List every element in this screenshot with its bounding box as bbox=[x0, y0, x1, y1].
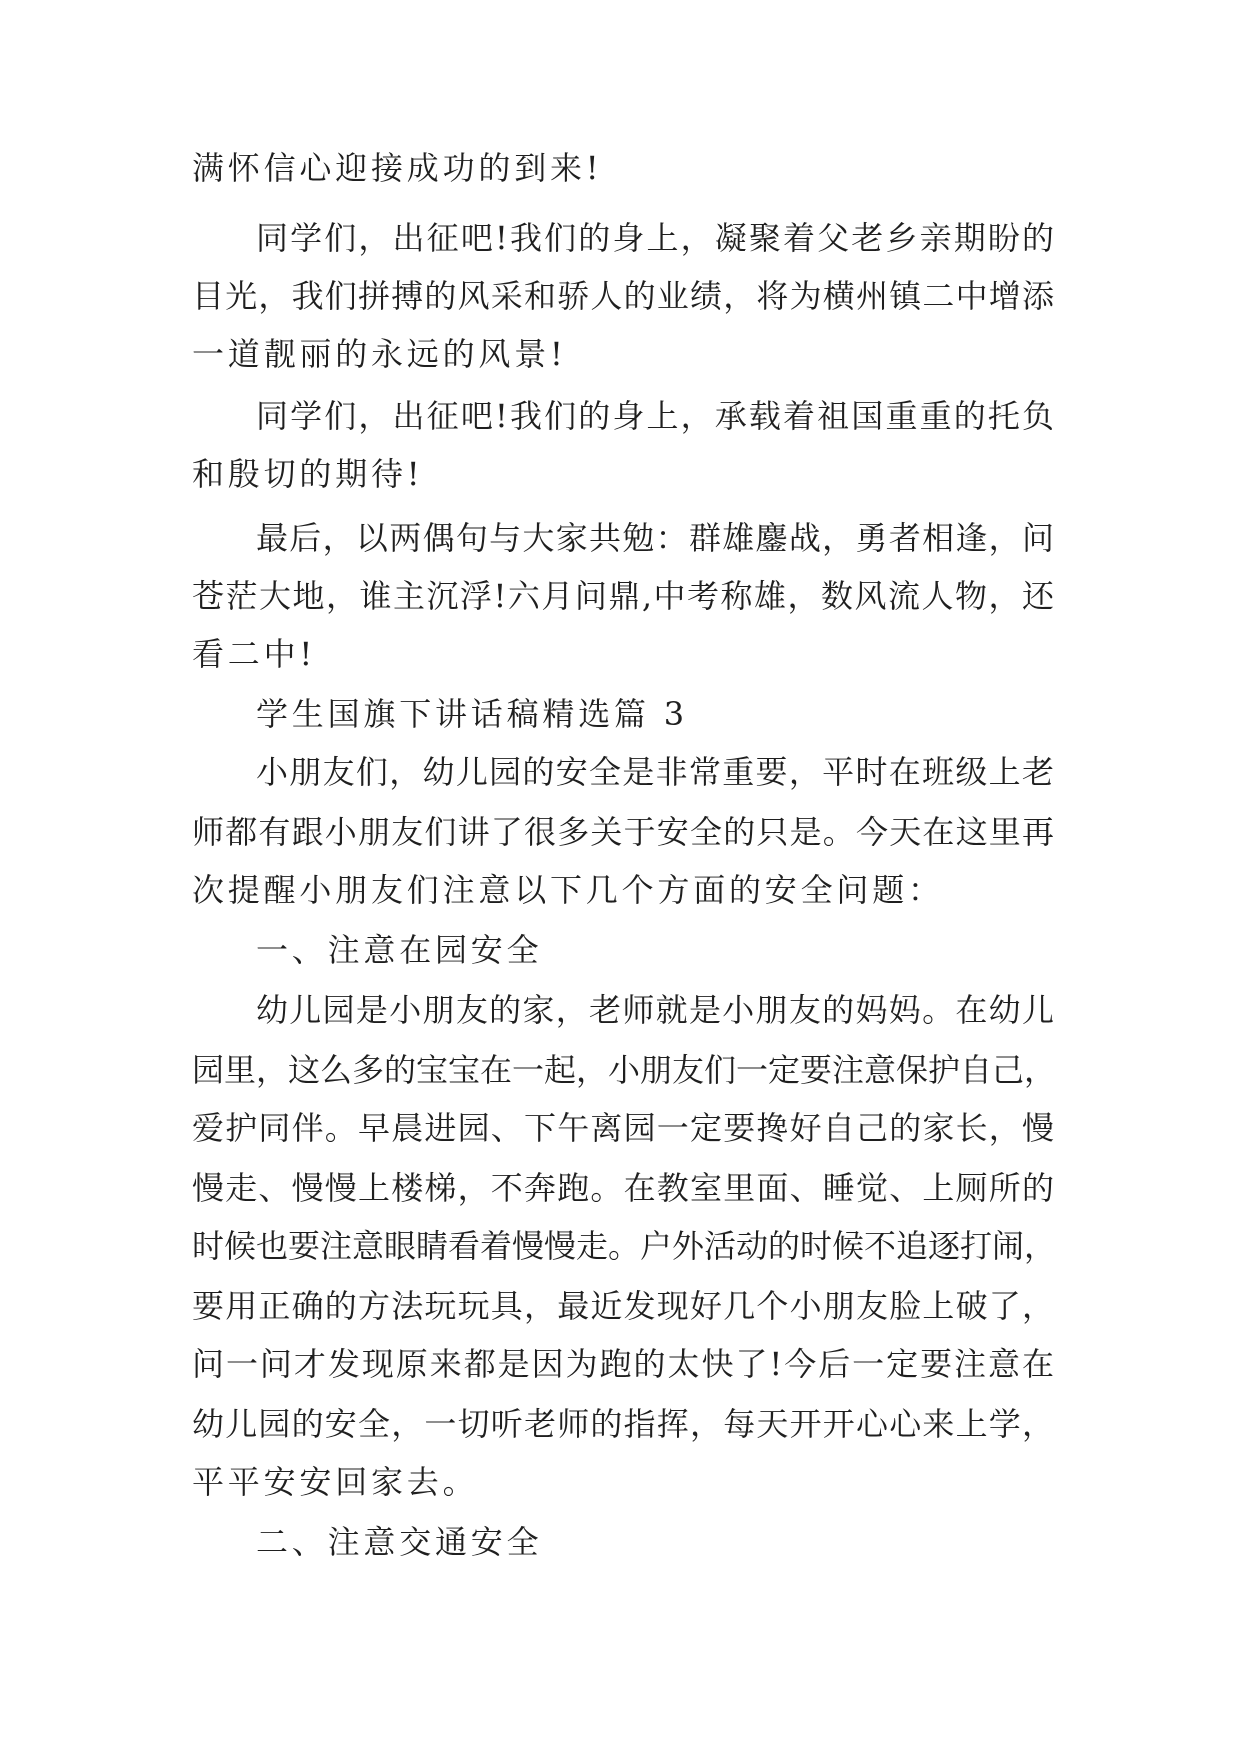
text-line: 爱护同伴。早晨进园、下午离园一定要搀好自己的家长，慢 bbox=[192, 1109, 1054, 1147]
text-line: 次提醒小朋友们注意以下几个方面的安全问题： bbox=[192, 871, 944, 909]
paragraph-first-line: 同学们，出征吧!我们的身上，凝聚着父老乡亲期盼的 bbox=[256, 219, 1054, 257]
text-line: 苍茫大地，谁主沉浮!六月问鼎,中考称雄，数风流人物，还 bbox=[192, 577, 1054, 615]
text-line: 看二中! bbox=[192, 635, 317, 673]
section-heading: 二、注意交通安全 bbox=[256, 1523, 543, 1561]
text-line: 平平安安回家去。 bbox=[192, 1463, 479, 1501]
section-heading: 一、注意在园安全 bbox=[256, 931, 543, 969]
text-line: 满怀信心迎接成功的到来! bbox=[192, 149, 603, 187]
text-line: 要用正确的方法玩玩具，最近发现好几个小朋友脸上破了， bbox=[192, 1287, 1054, 1325]
text-line: 园里，这么多的宝宝在一起，小朋友们一定要注意保护自己， bbox=[192, 1051, 1057, 1089]
text-line: 慢走、慢慢上楼梯，不奔跑。在教室里面、睡觉、上厕所的 bbox=[192, 1169, 1054, 1207]
text-line: 师都有跟小朋友们讲了很多关于安全的只是。今天在这里再 bbox=[192, 813, 1054, 851]
text-line: 问一问才发现原来都是因为跑的太快了!今后一定要注意在 bbox=[192, 1345, 1054, 1383]
text-line: 时候也要注意眼睛看着慢慢走。户外活动的时候不追逐打闹， bbox=[192, 1227, 1057, 1265]
text-line: 和殷切的期待! bbox=[192, 455, 424, 493]
text-line: 一道靓丽的永远的风景! bbox=[192, 335, 567, 373]
paragraph-first-line: 幼儿园是小朋友的家，老师就是小朋友的妈妈。在幼儿 bbox=[256, 991, 1054, 1029]
section-heading: 学生国旗下讲话稿精选篇 3 bbox=[256, 695, 688, 733]
paragraph-first-line: 最后，以两偶句与大家共勉：群雄鏖战，勇者相逢，问 bbox=[256, 519, 1054, 557]
text-line: 目光，我们拼搏的风采和骄人的业绩，将为横州镇二中增添 bbox=[192, 277, 1054, 315]
text-line: 幼儿园的安全，一切听老师的指挥，每天开开心心来上学， bbox=[192, 1405, 1054, 1443]
paragraph-first-line: 小朋友们，幼儿园的安全是非常重要，平时在班级上老 bbox=[256, 753, 1054, 791]
paragraph-first-line: 同学们，出征吧!我们的身上，承载着祖国重重的托负 bbox=[256, 397, 1054, 435]
